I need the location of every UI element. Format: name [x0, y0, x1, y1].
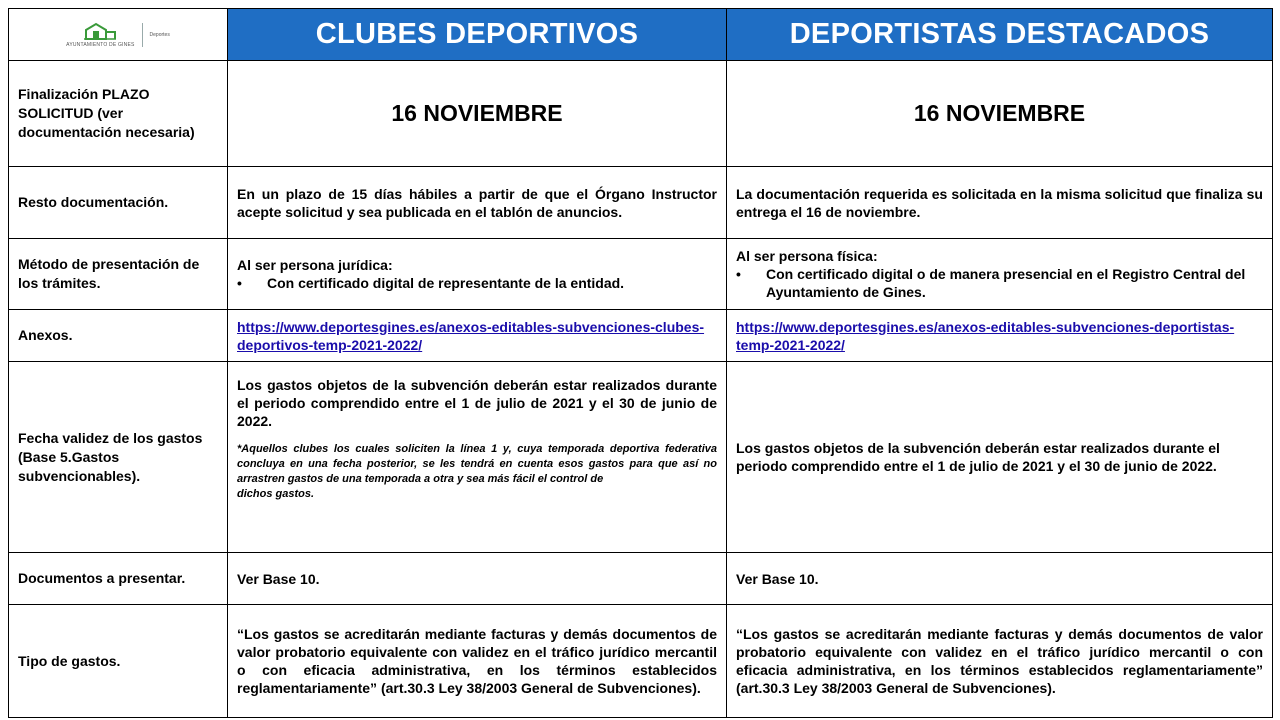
resto-deportistas: La documentación requerida es solicitada en la misma solicitud que finaliza su entrega el 16 de noviembre. — [727, 167, 1273, 239]
row-documentos — [9, 553, 1273, 605]
logo-name: AYUNTAMIENTO DE GINES — [66, 42, 135, 48]
row-label-tipo: Tipo de gastos. — [9, 605, 228, 718]
header-row — [9, 9, 1273, 61]
fecha-clubes-note-tail: dichos gastos. — [237, 488, 315, 500]
fecha-clubes-text: Los gastos objetos de la subvención deberán estar realizados durante el periodo comprendido entre el 1 de julio de 2021 y el 30 de junio de 2022. — [237, 377, 717, 429]
logo-divider — [142, 23, 143, 47]
ayuntamiento-logo — [66, 21, 170, 48]
logo-dept: Deportes — [149, 31, 170, 38]
plazo-deportistas: 16 NOVIEMBRE — [727, 61, 1273, 167]
metodo-deportistas-bullet: Con certificado digital o de manera presencial en el Registro Central del Ayuntamiento de Gines. — [766, 266, 1246, 300]
subvenciones-table — [8, 8, 1273, 718]
header-deportistas: DEPORTISTAS DESTACADOS — [727, 9, 1273, 61]
logo-cell — [9, 9, 228, 61]
row-fecha — [9, 362, 1273, 553]
row-label-anexos: Anexos. — [9, 310, 228, 362]
metodo-clubes-intro: Al ser persona jurídica: — [237, 257, 393, 273]
metodo-deportistas-intro: Al ser persona física: — [736, 248, 878, 264]
row-resto — [9, 167, 1273, 239]
tipo-clubes: “Los gastos se acreditarán mediante facturas y demás documentos de valor probatorio equivalente con validez en el tráfico jurídico mercantil o con eficacia administrativa, en los términos establecidos reglamentariamente” (art.30.3 Ley 38/2003 General de Subvenciones). — [228, 605, 727, 718]
row-anexos — [9, 310, 1273, 362]
row-tipo — [9, 605, 1273, 718]
fecha-deportistas: Los gastos objetos de la subvención deberán estar realizados durante el periodo comprendido entre el 1 de julio de 2021 y el 30 de junio de 2022. — [727, 362, 1273, 553]
row-label-fecha: Fecha validez de los gastos (Base 5.Gastos subvencionables). — [9, 362, 228, 553]
bullet-icon: • — [736, 266, 741, 282]
plazo-clubes: 16 NOVIEMBRE — [228, 61, 727, 167]
bullet-icon: • — [237, 275, 242, 291]
anexos-deportistas — [727, 310, 1273, 362]
fecha-clubes-note: *Aquellos clubes los cuales soliciten la línea 1 y, cuya temporada deportiva federativa concluya en una fecha posterior, se les tendrá en cuenta esos gastos para que así no arrastren gastos de una temporada a otra y sea más fácil el control de — [237, 443, 717, 485]
documentos-clubes: Ver Base 10. — [228, 553, 727, 605]
row-metodo — [9, 239, 1273, 310]
fecha-clubes — [228, 362, 727, 553]
list-item — [736, 265, 1263, 301]
metodo-clubes-bullet: Con certificado digital de representante de la entidad. — [267, 275, 625, 291]
row-label-resto: Resto documentación. — [9, 167, 228, 239]
row-label-documentos: Documentos a presentar. — [9, 553, 228, 605]
metodo-clubes — [228, 239, 727, 310]
town-hall-icon — [82, 21, 118, 41]
row-label-metodo: Método de presentación de los trámites. — [9, 239, 228, 310]
row-label-plazo: Finalización PLAZO SOLICITUD (ver documentación necesaria) — [9, 61, 228, 167]
metodo-deportistas — [727, 239, 1273, 310]
list-item — [237, 274, 717, 292]
header-clubes: CLUBES DEPORTIVOS — [228, 9, 727, 61]
tipo-deportistas: “Los gastos se acreditarán mediante facturas y demás documentos de valor probatorio equivalente con validez en el tráfico jurídico mercantil o con eficacia administrativa, en los términos establecidos reglamentariamente” (art.30.3 Ley 38/2003 General de Subvenciones). — [727, 605, 1273, 718]
anexos-deportistas-link[interactable]: https://www.deportesgines.es/anexos-editables-subvenciones-deportistas-temp-2021-2022/ — [736, 318, 1235, 353]
row-plazo — [9, 61, 1273, 167]
resto-clubes: En un plazo de 15 días hábiles a partir de que el Órgano Instructor acepte solicitud y sea publicada en el tablón de anuncios. — [228, 167, 727, 239]
documentos-deportistas: Ver Base 10. — [727, 553, 1273, 605]
anexos-clubes-link[interactable]: https://www.deportesgines.es/anexos-editables-subvenciones-clubes-deportivos-temp-2021-2022/ — [237, 318, 705, 353]
anexos-clubes — [228, 310, 727, 362]
